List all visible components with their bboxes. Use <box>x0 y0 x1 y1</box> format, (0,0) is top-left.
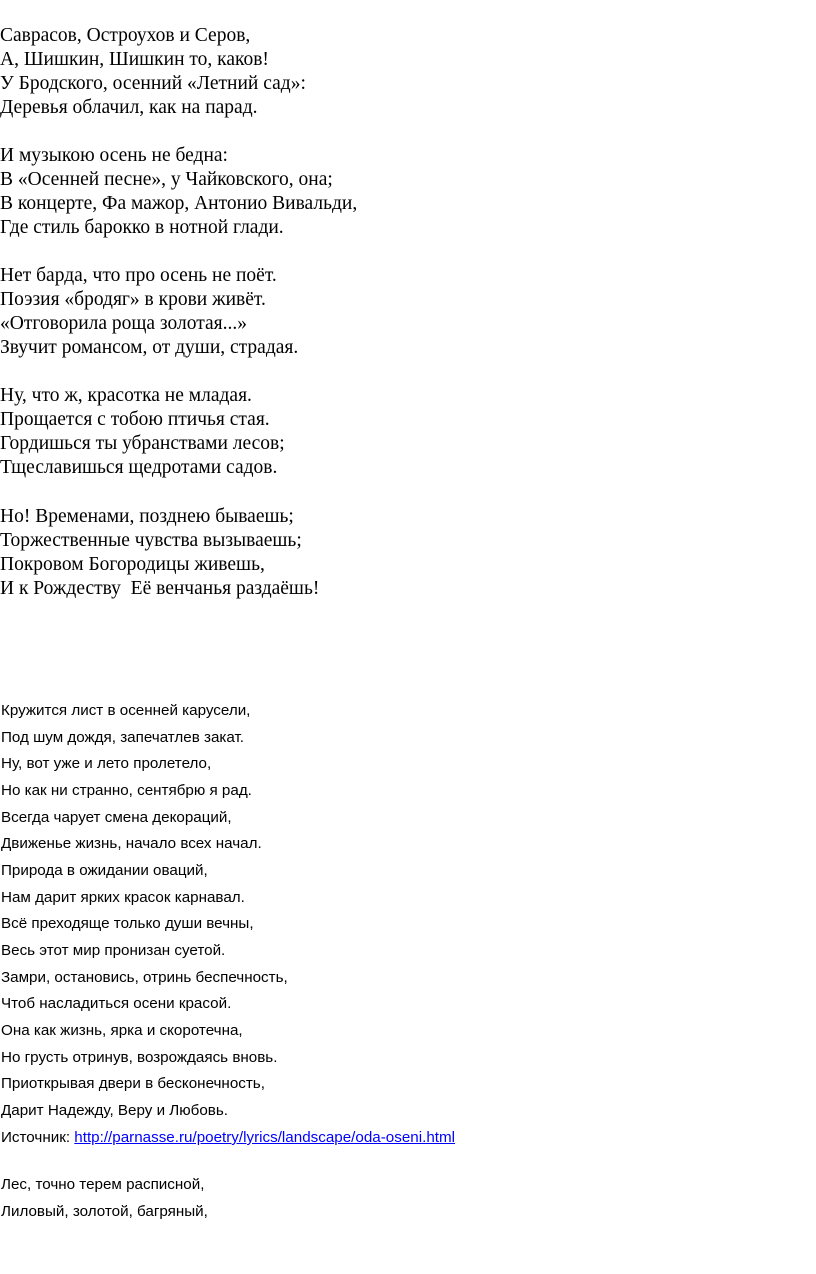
poem-line: И музыкою осень не бедна: <box>0 145 228 166</box>
poem-line: Замри, остановись, отринь беспечность, <box>1 969 288 986</box>
poem-line: Под шум дождя, запечатлев закат. <box>1 729 245 746</box>
poem-line: Чтоб насладиться осени красой. <box>1 995 232 1012</box>
poem-line: Но как ни странно, сентябрю я рад. <box>1 782 252 799</box>
poem-line: Ну, что ж, красотка не младая. <box>0 385 252 406</box>
poem-line: Природа в ожидании оваций, <box>1 862 208 879</box>
poem-line: Звучит романсом, от души, страдая. <box>0 337 299 358</box>
source-link[interactable]: http://parnasse.ru/poetry/lyrics/landscape/oda-oseni.html <box>74 1129 456 1146</box>
poem-line: Дарит Надежду, Веру и Любовь. <box>1 1102 228 1119</box>
poem-line: Где стиль барокко в нотной глади. <box>0 217 284 238</box>
poem-line: Всегда чарует смена декораций, <box>1 809 232 826</box>
poem-line: Ну, вот уже и лето пролетело, <box>1 755 212 772</box>
poem-line: Движенье жизнь, начало всех начал. <box>1 835 262 852</box>
poem-line: Нам дарит ярких красок карнавал. <box>1 889 245 906</box>
poem-line: Весь этот мир пронизан суетой. <box>1 942 226 959</box>
poem-line: Она как жизнь, ярка и скоротечна, <box>1 1022 243 1039</box>
poem-one-stanza-3 <box>0 264 800 360</box>
poem-line: В концерте, Фа мажор, Антонио Вивальди, <box>0 193 358 214</box>
poem-line: Саврасов, Остроухов и Серов, <box>0 25 251 46</box>
poem-line: Деревья облачил, как на парад. <box>0 97 258 118</box>
poem-line: В «Осенней песне», у Чайковского, она; <box>0 169 333 190</box>
poem-one-stanza-1 <box>0 24 800 120</box>
poem-line: Поэзия «бродяг» в крови живёт. <box>0 289 266 310</box>
poem-one-stanza-4 <box>0 384 800 480</box>
poem-line: Тщеславишься щедротами садов. <box>0 457 278 478</box>
poem-line: Всё преходяще только души вечны, <box>1 915 254 932</box>
source-label: Источник: <box>1 1129 75 1146</box>
poem-one-stanza-2 <box>0 144 800 240</box>
poem-line: Нет барда, что про осень не поёт. <box>0 265 277 286</box>
poem-one-stanza-5 <box>0 505 800 601</box>
poem-line: Но грусть отринув, возрождаясь вновь. <box>1 1049 278 1066</box>
poem-line: Кружится лист в осенней карусели, <box>1 702 251 719</box>
poem-line: Лес, точно терем расписной, <box>1 1176 205 1193</box>
poem-line: «Отговорила роща золотая...» <box>0 313 247 334</box>
poem-line: У Бродского, осенний «Летний сад»: <box>0 73 306 94</box>
poem-line: Торжественные чувства вызываешь; <box>0 530 302 551</box>
source-line <box>1 1128 455 1148</box>
poem-line: Но! Временами, позднею бываешь; <box>0 506 294 527</box>
poem-line: Гордишься ты убранствами лесов; <box>0 433 285 454</box>
poem-line: Прощается с тобою птичья стая. <box>0 409 270 430</box>
poem-line: Приоткрывая двери в бесконечность, <box>1 1075 265 1092</box>
poem-line: И к Рождеству Её венчанья раздаёшь! <box>0 578 320 599</box>
poem-line: Покровом Богородицы живешь, <box>0 554 265 575</box>
poem-line: А, Шишкин, Шишкин то, каков! <box>0 49 269 70</box>
poem-line: Лиловый, золотой, багряный, <box>1 1203 208 1220</box>
